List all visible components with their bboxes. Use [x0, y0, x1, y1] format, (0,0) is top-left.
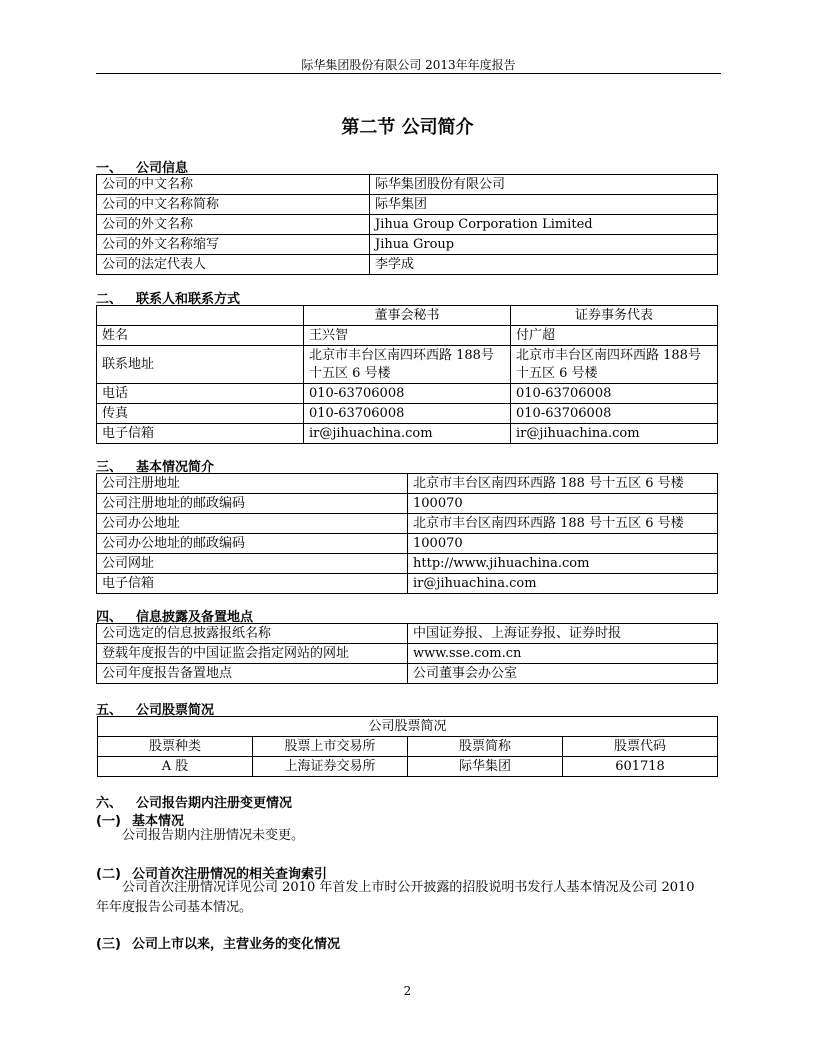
table-cell: 际华集团股份有限公司 [370, 175, 718, 195]
table-row [97, 514, 718, 534]
page-number: 2 [403, 984, 412, 998]
table-header-cell: 股票上市交易所 [253, 737, 408, 757]
table-cell: 公司年度报告备置地点 [97, 664, 408, 684]
table-cell: 010-63706008 [511, 384, 718, 404]
table-row [97, 624, 718, 644]
section-number: 六、 [96, 796, 123, 811]
contact-table [96, 305, 718, 444]
table-cell: 公司网址 [97, 554, 408, 574]
table-row [97, 494, 718, 514]
table-row [97, 424, 718, 444]
section-title: 联系人和联系方式 [136, 292, 241, 307]
table-cell: 公司的中文名称简称 [97, 195, 370, 215]
table-header-cell [97, 306, 304, 326]
table-cell: Jihua Group Corporation Limited [370, 215, 718, 235]
header-rule [96, 73, 721, 74]
table-cell: 公司的外文名称缩写 [97, 235, 370, 255]
table-row [98, 757, 718, 777]
table-cell: 公司董事会办公室 [408, 664, 718, 684]
table-cell: 联系地址 [97, 346, 304, 384]
table-row [97, 384, 718, 404]
subsection-number: (二) [96, 867, 121, 882]
chapter-title: 第二节 公司简介 [341, 117, 474, 138]
table-row [97, 195, 718, 215]
disclosure-table [96, 623, 718, 684]
section-number: 三、 [96, 460, 123, 475]
page-header: 际华集团股份有限公司 2013年年度报告 [301, 58, 516, 72]
table-row [97, 404, 718, 424]
table-cell: 电话 [97, 384, 304, 404]
table-header-cell: 股票简称 [408, 737, 563, 757]
table-header-cell: 董事会秘书 [304, 306, 511, 326]
table-cell: ir@jihuachina.com [408, 574, 718, 594]
table-cell: 北京市丰台区南四环西路 188 号十五区 6 号楼 [408, 474, 718, 494]
table-cell: 010-63706008 [304, 404, 511, 424]
table-header-cell: 股票代码 [563, 737, 718, 757]
table-cell: 传真 [97, 404, 304, 424]
table-cell: 际华集团 [408, 757, 563, 777]
subsection-number: (三) [96, 937, 121, 952]
paragraph-line-2: 年年度报告公司基本情况。 [96, 900, 253, 915]
section-title: 信息披露及备置地点 [136, 610, 254, 625]
table-cell: www.sse.com.cn [408, 644, 718, 664]
table-cell: 100070 [408, 494, 718, 514]
subsection-title: 公司上市以来，主营业务的变化情况 [132, 937, 341, 952]
section-number: 五、 [96, 703, 123, 718]
table-cell: 电子信箱 [97, 574, 408, 594]
table-cell: 公司选定的信息披露报纸名称 [97, 624, 408, 644]
table-row [97, 574, 718, 594]
table-header-cell: 股票种类 [98, 737, 253, 757]
table-cell: 公司的中文名称 [97, 175, 370, 195]
table-cell: 北京市丰台区南四环西路 188号十五区 6 号楼 [304, 346, 511, 384]
table-cell: 北京市丰台区南四环西路 188 号十五区 6 号楼 [408, 514, 718, 534]
table-cell: 010-63706008 [511, 404, 718, 424]
table-cell: 010-63706008 [304, 384, 511, 404]
section-number: 二、 [96, 292, 123, 307]
table-caption-row [98, 717, 718, 737]
stock-table [97, 716, 718, 777]
subsection-3-heading [96, 933, 340, 952]
section-number: 一、 [96, 161, 123, 176]
subsection-number: (一) [96, 814, 121, 829]
section-title: 基本情况简介 [136, 460, 215, 475]
table-cell: 公司注册地址 [97, 474, 408, 494]
company-info-table [96, 174, 718, 275]
table-row [97, 255, 718, 275]
table-cell: 公司的法定代表人 [97, 255, 370, 275]
table-row [97, 474, 718, 494]
table-cell: 中国证券报、上海证券报、证券时报 [408, 624, 718, 644]
section-title: 公司信息 [136, 161, 189, 176]
paragraph-line-1: 公司首次注册情况详见公司 2010 年首发上市时公开披露的招股说明书发行人基本情况及公司 2010 [122, 880, 695, 895]
table-cell: 公司注册地址的邮政编码 [97, 494, 408, 514]
section-number: 四、 [96, 610, 123, 625]
basic-info-table [96, 473, 718, 594]
section-title: 公司报告期内注册变更情况 [136, 796, 293, 811]
subsection-title: 基本情况 [132, 814, 185, 829]
table-cell: 601718 [563, 757, 718, 777]
table-row [97, 346, 718, 384]
table-cell: 姓名 [97, 326, 304, 346]
paragraph: 公司报告期内注册情况未变更。 [122, 828, 305, 843]
table-row [97, 534, 718, 554]
table-cell: Jihua Group [370, 235, 718, 255]
table-header-cell: 证券事务代表 [511, 306, 718, 326]
table-cell: 公司的外文名称 [97, 215, 370, 235]
table-row [97, 554, 718, 574]
table-cell: A 股 [98, 757, 253, 777]
table-caption: 公司股票简况 [98, 717, 718, 737]
table-cell: ir@jihuachina.com [511, 424, 718, 444]
table-cell: 北京市丰台区南四环西路 188号十五区 6 号楼 [511, 346, 718, 384]
table-cell: 王兴智 [304, 326, 511, 346]
table-row [97, 664, 718, 684]
table-cell: 电子信箱 [97, 424, 304, 444]
table-cell: 上海证券交易所 [253, 757, 408, 777]
table-cell: 100070 [408, 534, 718, 554]
table-row [97, 215, 718, 235]
table-row [97, 644, 718, 664]
table-cell: 际华集团 [370, 195, 718, 215]
table-cell: 李学成 [370, 255, 718, 275]
subsection-title: 公司首次注册情况的相关查询索引 [132, 867, 328, 882]
table-cell: 公司办公地址 [97, 514, 408, 534]
section-6-heading [96, 792, 292, 811]
table-cell: 公司办公地址的邮政编码 [97, 534, 408, 554]
table-cell: 登载年度报告的中国证监会指定网站的网址 [97, 644, 408, 664]
table-cell: 付广超 [511, 326, 718, 346]
table-header-row [97, 306, 718, 326]
table-header-row [98, 737, 718, 757]
table-row [97, 326, 718, 346]
table-cell: ir@jihuachina.com [304, 424, 511, 444]
section-title: 公司股票简况 [136, 703, 215, 718]
table-row [97, 175, 718, 195]
table-cell: http://www.jihuachina.com [408, 554, 718, 574]
table-row [97, 235, 718, 255]
